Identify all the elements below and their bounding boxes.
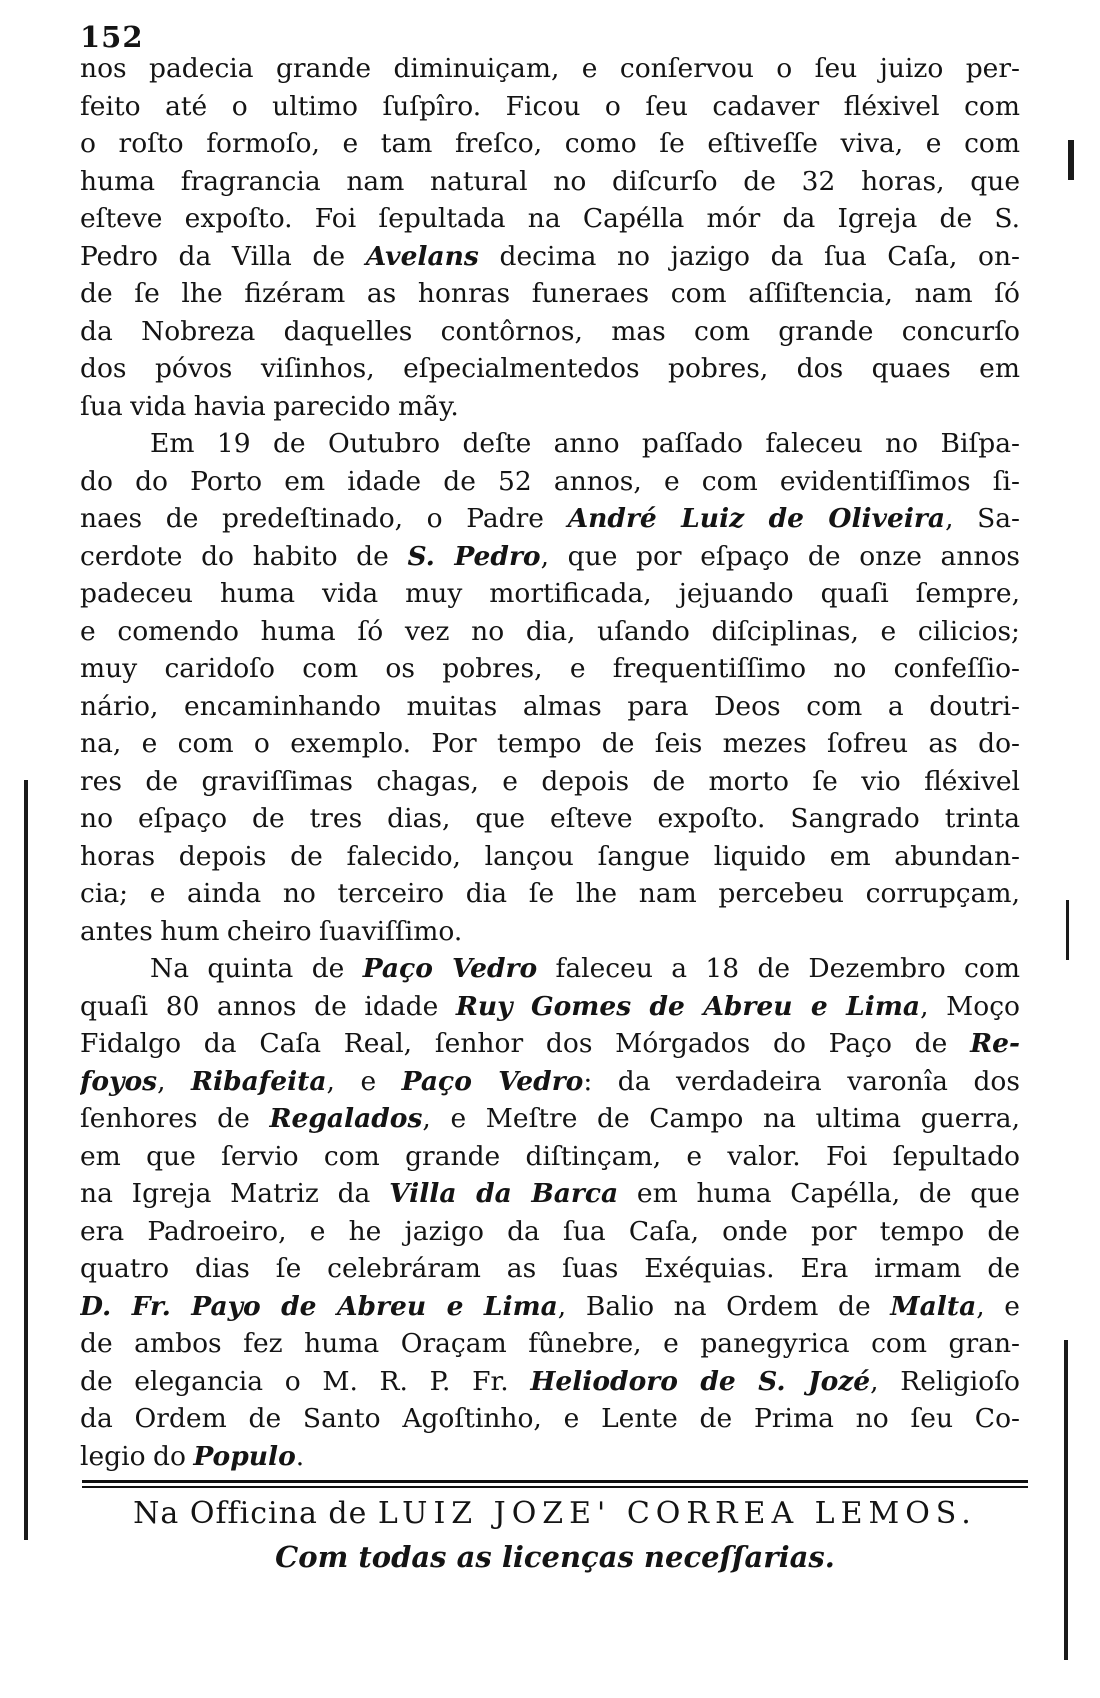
printer-imprint — [82, 1496, 1028, 1531]
text-line: de ambos fez huma Oraçam fûnebre, e panegyrica com gran- — [80, 1328, 1020, 1359]
body-text — [80, 50, 1020, 1475]
text-line: nos padecia grande diminuiçam, e conſervou o ſeu juizo per- — [80, 53, 1020, 84]
italic-name: foyos — [80, 1065, 158, 1097]
printer-name: LUIZ JOZE' CORREA LEMOS. — [377, 1496, 977, 1531]
italic-name: Populo — [193, 1440, 296, 1472]
text-line: naes de predeſtinado, o Padre André Luiz de Oliveira, Sa- — [80, 503, 1020, 534]
text-line: horas depois de falecido, lançou ſangue liquido em abundan- — [80, 840, 1020, 872]
text-line: do do Porto em idade de 52 annos, e com evidentiſſimos ſi- — [80, 465, 1020, 497]
text-line: na, e com o exemplo. Por tempo de ſeis mezes ſofreu as do- — [80, 728, 1020, 759]
rule-thin — [82, 1486, 1028, 1488]
italic-name: Paço Vedro — [401, 1065, 584, 1097]
text-line: ſenhores de Regalados, e Meſtre de Campo na ultima guerra, — [80, 1103, 1020, 1134]
text-line: dos póvos viſinhos, eſpecialmentedos pobres, dos quaes em — [80, 353, 1020, 384]
italic-name: Heliodoro de S. Jozé — [530, 1365, 871, 1397]
text-line: da Nobreza daquelles contôrnos, mas com grande concurſo — [80, 315, 1020, 347]
text-line: cia; e ainda no terceiro dia ſe lhe nam percebeu corrupçam, — [80, 878, 1020, 909]
text-line: quatro dias ſe celebráram as ſuas Exéquias. Era irmam de — [80, 1253, 1020, 1284]
text-line: legio do Populo. — [80, 1440, 305, 1472]
text-line: de elegancia o M. R. P. Fr. Heliodoro de S. Jozé, Religioſo — [80, 1365, 1020, 1397]
text-line: em que ſervio com grande diſtinçam, e valor. Foi ſepultado — [80, 1140, 1020, 1172]
text-line: res de graviſſimas chagas, e depois de morto ſe vio fléxivel — [80, 765, 1020, 797]
italic-name: S. Pedro — [407, 540, 541, 572]
licence-line: Com todas as licenças neceſſarias. — [275, 1540, 835, 1574]
text-line: muy caridoſo com os pobres, e frequentiſſimo no confeſſio- — [80, 653, 1020, 684]
italic-name: Re- — [970, 1028, 1020, 1059]
text-line: ſua vida havia parecido mãy. — [80, 390, 459, 422]
italic-name: Villa da Barca — [389, 1178, 619, 1209]
page-number: 152 — [80, 20, 144, 54]
imprint-prefix: Na Officina de — [133, 1496, 368, 1531]
italic-name: Ruy Gomes de Abreu e Lima — [455, 990, 921, 1022]
text-line: nário, encaminhando muitas almas para Deos com a doutri- — [80, 690, 1020, 722]
italic-name: Avelans — [365, 240, 479, 272]
italic-name: Regalados — [269, 1103, 423, 1134]
italic-name: Paço Vedro — [362, 953, 538, 984]
italic-name: Ribafeita — [191, 1065, 327, 1097]
rule-thick — [82, 1480, 1028, 1483]
text-line: Pedro da Villa de Avelans decima no jazigo da ſua Caſa, on- — [80, 240, 1020, 272]
text-line: no eſpaço de tres dias, que eſteve expoſto. Sangrado trinta — [80, 803, 1020, 834]
italic-name: André Luiz de Oliveira — [567, 503, 946, 534]
scan-mark — [1066, 900, 1069, 960]
scan-mark — [1068, 140, 1074, 180]
text-line: da Ordem de Santo Agoſtinho, e Lente de Prima no ſeu Co- — [80, 1403, 1020, 1434]
text-line: quaſi 80 annos de idade Ruy Gomes de Abreu e Lima, Moço — [80, 990, 1020, 1022]
text-line: Em 19 de Outubro deſte anno paſſado faleceu no Biſpa- — [150, 428, 1020, 459]
text-line: huma fragrancia nam natural no diſcurſo de 32 horas, que — [80, 165, 1020, 197]
text-line: antes hum cheiro ſuaviſſimo. — [80, 915, 463, 947]
text-line: era Padroeiro, e he jazigo da ſua Caſa, onde por tempo de — [80, 1215, 1020, 1247]
text-line: o roſto formoſo, e tam freſco, como ſe eſtiveſſe viva, e com — [80, 128, 1020, 159]
italic-name: Malta — [890, 1290, 977, 1322]
text-line: Na quinta de Paço Vedro faleceu a 18 de Dezembro com — [150, 953, 1020, 984]
text-line: D. Fr. Payo de Abreu e Lima, Balio na Ordem de Malta, e — [80, 1290, 1020, 1322]
text-line: eſteve expoſto. Foi ſepultada na Capélla mór da Igreja de S. — [80, 203, 1020, 234]
italic-name: D. Fr. Payo de Abreu e Lima — [80, 1290, 558, 1322]
text-line: foyos, Ribafeita, e Paço Vedro: da verdadeira varonîa dos — [80, 1065, 1020, 1097]
text-line: de ſe lhe fizéram as honras funeraes com aſſiſtencia, nam ſó — [80, 278, 1020, 309]
text-line: Fidalgo da Caſa Real, ſenhor dos Mórgados do Paço de Re- — [80, 1028, 1020, 1059]
text-line: feito até o ultimo ſuſpîro. Ficou o ſeu cadaver fléxivel com — [80, 90, 1020, 122]
scan-mark — [24, 780, 28, 1540]
text-line: na Igreja Matriz da Villa da Barca em huma Capélla, de que — [80, 1178, 1020, 1209]
text-line: padeceu huma vida muy mortificada, jejuando quaſi ſempre, — [80, 578, 1020, 609]
scan-mark — [1064, 1340, 1068, 1660]
text-line: e comendo huma ſó vez no dia, uſando diſciplinas, e cilicios; — [80, 615, 1020, 647]
text-line: cerdote do habito de S. Pedro, que por eſpaço de onze annos — [80, 540, 1020, 572]
